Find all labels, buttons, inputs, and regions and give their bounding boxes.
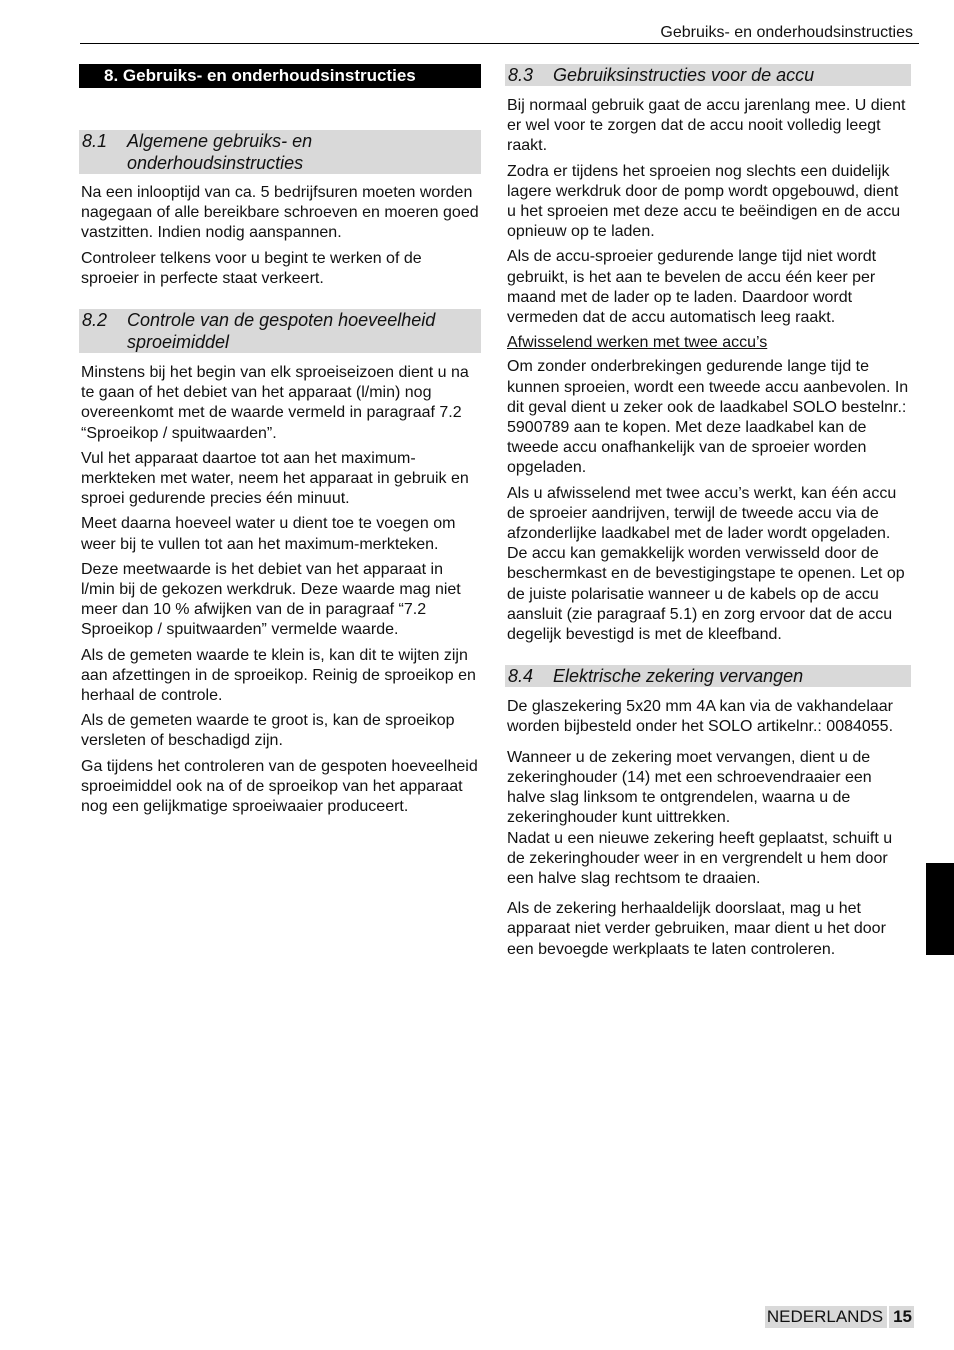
paragraph: Als de gemeten waarde te klein is, kan dit te wijten zijn aan afzettingen in de sproeikop. Reinig de sproeikop en herhaal de controle.: [81, 646, 476, 705]
section-heading-8-3: [505, 64, 911, 86]
section-number: 8.3: [508, 65, 534, 85]
paragraph: Als de gemeten waarde te groot is, kan de sproeikop versleten of beschadigd zijn.: [81, 712, 455, 750]
section-body-8-4: [505, 697, 911, 959]
chapter-thumb-tab: [926, 863, 954, 955]
paragraph: Controleer telkens voor u begint te werken of de sproeier in perfecte staat verkeert.: [81, 249, 422, 287]
paragraph: Als de accu-sproeier gedurende lange tijd niet wordt gebruikt, is het aan te bevelen de accu één keer per maand met de lader op te laden. Daardoor wordt vermeden dat de accu automatisch leeg raakt.: [507, 248, 877, 327]
paragraph: Ga tijdens het controleren van de gespoten hoeveelheid sproeimiddel ook na of de sproeikop van het apparaat nog een gelijkmatige sproeiwaaier produceert.: [81, 757, 478, 816]
paragraph: Minstens bij het begin van elk sproeiseizoen dient u na te gaan of het debiet van het apparaat (l/min) nog overeenkomt met de waarde vermeld in paragraaf 7.2 “Sproeikop / spuitwaarden”.: [81, 364, 469, 442]
right-column: [505, 64, 911, 965]
page-footer: [765, 1306, 914, 1328]
paragraph: Als de zekering herhaaldelijk doorslaat, mag u het apparaat niet verder gebruiken, maar dient u het door een bevoegde werkplaats te laten controleren.: [507, 900, 886, 958]
section-body-8-2: [79, 363, 481, 817]
footer-language: NEDERLANDS: [765, 1306, 887, 1328]
paragraph: Om zonder onderbrekingen gedurende lange tijd te kunnen sproeien, wordt een tweede accu aanbevolen. In dit geval dient u zeker ook de laadkabel SOLO bestelnr.: 5900789 aan te kopen. Met deze laadkabel kan de tweede accu onafhankelijk van de sproeier worden opgeladen.: [507, 358, 909, 477]
section-body-8-3: [505, 96, 911, 645]
chapter-title: 8. Gebruiks- en onderhoudsinstructies: [79, 64, 481, 88]
page-number: 15: [889, 1306, 914, 1328]
paragraph: Als u afwisselend met twee accu’s werkt, kan één accu de sproeier aandrijven, terwijl de tweede accu via de afzonderlijke laadkabel met de lader wordt opgeladen. De accu kan gemakkelijk worden verwisseld door de beschermkast en de bevestigingstape te openen. Let op de juiste polarisatie wanneer u de kabels op de accu aansluit (zie paragraaf 5.1) en zorg ervoor dat de accu degelijk bevestigd is met de kleefband.: [507, 484, 905, 644]
paragraph: Zodra er tijdens het sproeien nog slechts een duidelijk lagere werkdruk door de pomp wordt opgebouwd, dient u het sproeien met deze accu te beëindigen en de accu opnieuw op te laden.: [507, 162, 901, 241]
paragraph: Vul het apparaat daartoe tot aan het maximum-merkteken met water, neem het apparaat in gebruik en sproei gedurende precies één minuut.: [81, 449, 469, 508]
paragraph: Bij normaal gebruik gaat de accu jarenlang mee. U dient er wel voor te zorgen dat de accu nooit volledig leegt raakt.: [507, 97, 906, 155]
section-number: 8.4: [508, 666, 534, 687]
paragraph: Wanneer u de zekering moet vervangen, dient u de zekeringhouder (14) met een schroevendraaier een halve slag linksom te ontgrendelen, waarna u de zekeringhouder kunt uittrekken.: [507, 748, 872, 827]
section-number: 8.1: [82, 131, 108, 151]
paragraph: Na een inlooptijd van ca. 5 bedrijfsuren moeten worden nagegaan of alle bereikbare schroeven en moeren goed vastzitten. Indien nodig aanspannen.: [81, 184, 479, 242]
paragraph: Nadat u een nieuwe zekering heeft geplaatst, schuift u de zekeringhouder weer in en vergrendelt u hem door een halve slag rechtsom te draaien.: [507, 829, 893, 887]
sub-heading: Afwisselend werken met twee accu’s: [507, 334, 768, 352]
paragraph: Meet daarna hoeveel water u dient toe te voegen om weer bij te vullen tot aan het maximum-merkteken.: [81, 515, 456, 553]
header-rule: [80, 43, 919, 44]
running-header: Gebruiks- en onderhoudsinstructies: [660, 24, 913, 41]
section-heading-8-1: [79, 130, 481, 174]
section-heading-8-2: [79, 309, 481, 353]
paragraph: Deze meetwaarde is het debiet van het apparaat in l/min bij de gekozen werkdruk. Deze waarde mag niet meer dan 10 % afwijken van de in paragraaf “7.2 Sproeikop / spuitwaarden” vermelde waarde.: [81, 560, 461, 639]
section-title: Elektrische zekering vervangen: [553, 666, 804, 687]
section-heading-8-4: [505, 665, 911, 687]
section-body-8-1: [79, 183, 481, 289]
section-number: 8.2: [82, 310, 108, 331]
section-title: Controle van de gespoten hoeveelheid sproeimiddel: [127, 310, 436, 353]
section-title: Gebruiksinstructies voor de accu: [553, 65, 815, 85]
section-title: Algemene gebruiks- en onderhoudsinstructies: [127, 131, 313, 173]
paragraph: De glaszekering 5x20 mm 4A kan via de vakhandelaar worden bijbesteld onder het SOLO artikelnr.: 0084055.: [507, 698, 894, 736]
left-column: [79, 64, 481, 822]
